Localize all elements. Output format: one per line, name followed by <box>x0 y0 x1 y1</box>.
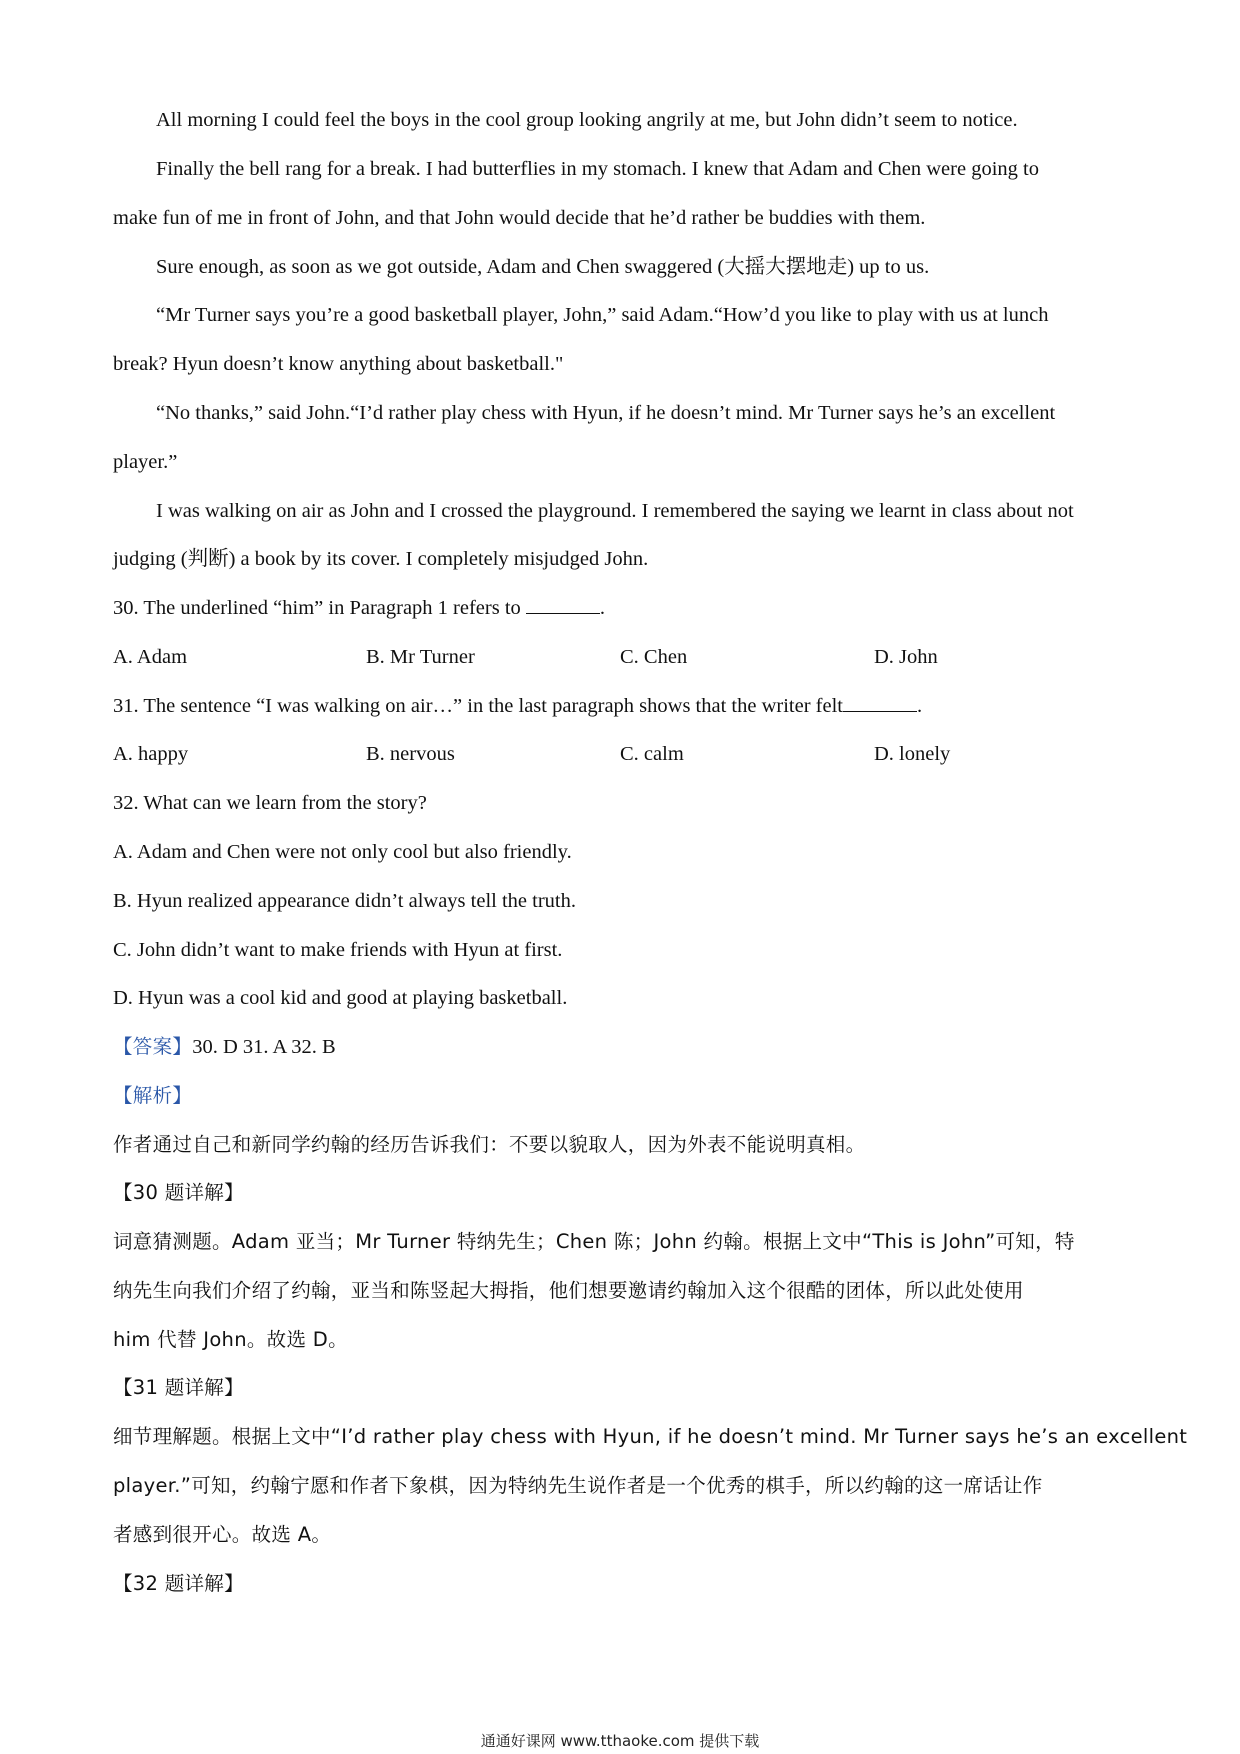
detail-31-line-3: 者感到很开心。故选 A。 <box>113 1523 332 1546</box>
detail-32-title: 【32 题详解】 <box>113 1572 244 1595</box>
question-30-end: . <box>599 597 606 619</box>
detail-30-line-3: him 代替 John。故选 D。 <box>113 1328 348 1351</box>
question-31-end: . <box>916 695 923 717</box>
question-30-option-d: D. John <box>874 646 938 668</box>
detail-31-line-2: player.”可知，约翰宁愿和作者下象棋，因为特纳先生说作者是一个优秀的棋手，所以约翰的这一席话让作 <box>113 1474 1043 1497</box>
question-31-text: 31. The sentence “I was walking on air…” in the last paragraph shows that the writer felt <box>113 695 843 717</box>
answer-blank <box>843 693 917 712</box>
detail-31-title: 【31 题详解】 <box>113 1376 244 1399</box>
detail-30-line-1: 词意猜测题。Adam 亚当；Mr Turner 特纳先生；Chen 陈；John 约翰。根据上文中“This is John”可知，特 <box>113 1230 1075 1253</box>
story-paragraph-4-line-2: break? Hyun doesn’t know anything about basketball." <box>113 353 564 375</box>
story-paragraph-3: Sure enough, as soon as we got outside, Adam and Chen swaggered (大摇大摆地走) up to us. <box>156 256 930 278</box>
analysis-summary: 作者通过自己和新同学约翰的经历告诉我们：不要以貌取人，因为外表不能说明真相。 <box>113 1133 866 1156</box>
story-paragraph-4-line-1: “Mr Turner says you’re a good basketball player, John,” said Adam.“How’d you like to play with us at lunch <box>156 304 1049 326</box>
story-paragraph-6-line-2: judging (判断) a book by its cover. I completely misjudged John. <box>113 548 649 570</box>
detail-30-line-2: 纳先生向我们介绍了约翰，亚当和陈竖起大拇指，他们想要邀请约翰加入这个很酷的团体，所以此处使用 <box>113 1279 1024 1302</box>
question-32-option-d: D. Hyun was a cool kid and good at playing basketball. <box>113 987 568 1009</box>
story-paragraph-5-line-2: player.” <box>113 451 178 473</box>
question-30 <box>113 595 1133 621</box>
question-30-text: 30. The underlined “him” in Paragraph 1 refers to <box>113 597 521 619</box>
question-32-option-a: A. Adam and Chen were not only cool but also friendly. <box>113 841 572 863</box>
detail-30-title: 【30 题详解】 <box>113 1181 244 1204</box>
answer-blank <box>526 595 600 614</box>
story-paragraph-6-line-1: I was walking on air as John and I crossed the playground. I remembered the saying we learnt in class about not <box>156 500 1074 522</box>
question-31-option-d: D. lonely <box>874 743 951 765</box>
story-paragraph-1: All morning I could feel the boys in the cool group looking angrily at me, but John didn’t seem to notice. <box>156 109 1018 131</box>
story-paragraph-2-line-1: Finally the bell rang for a break. I had butterflies in my stomach. I knew that Adam and Chen were going to <box>156 158 1039 180</box>
question-31-option-a: A. happy <box>113 743 189 765</box>
question-30-option-b: B. Mr Turner <box>366 646 475 668</box>
answer-line <box>113 1034 1133 1060</box>
answer-tag: 【答案】 <box>113 1035 193 1058</box>
question-30-option-c: C. Chen <box>620 646 688 668</box>
footer-watermark: 通通好课网 www.tthaoke.com 提供下载 <box>480 1732 760 1750</box>
question-32-option-c: C. John didn’t want to make friends with Hyun at first. <box>113 939 563 961</box>
question-32: 32. What can we learn from the story? <box>113 792 427 814</box>
story-paragraph-2-line-2: make fun of me in front of John, and that John would decide that he’d rather be buddies with them. <box>113 207 926 229</box>
question-31 <box>113 693 1133 719</box>
answer-values: 30. D 31. A 32. B <box>192 1036 336 1058</box>
question-30-option-a: A. Adam <box>113 646 188 668</box>
question-31-option-c: C. calm <box>620 743 684 765</box>
question-31-option-b: B. nervous <box>366 743 455 765</box>
analysis-tag: 【解析】 <box>113 1084 193 1107</box>
question-32-option-b: B. Hyun realized appearance didn’t always tell the truth. <box>113 890 576 912</box>
story-paragraph-5-line-1: “No thanks,” said John.“I’d rather play chess with Hyun, if he doesn’t mind. Mr Turner says he’s an excellent <box>156 402 1056 424</box>
detail-31-line-1: 细节理解题。根据上文中“I’d rather play chess with Hyun, if he doesn’t mind. Mr Turner says he’s an excellent <box>113 1425 1188 1448</box>
